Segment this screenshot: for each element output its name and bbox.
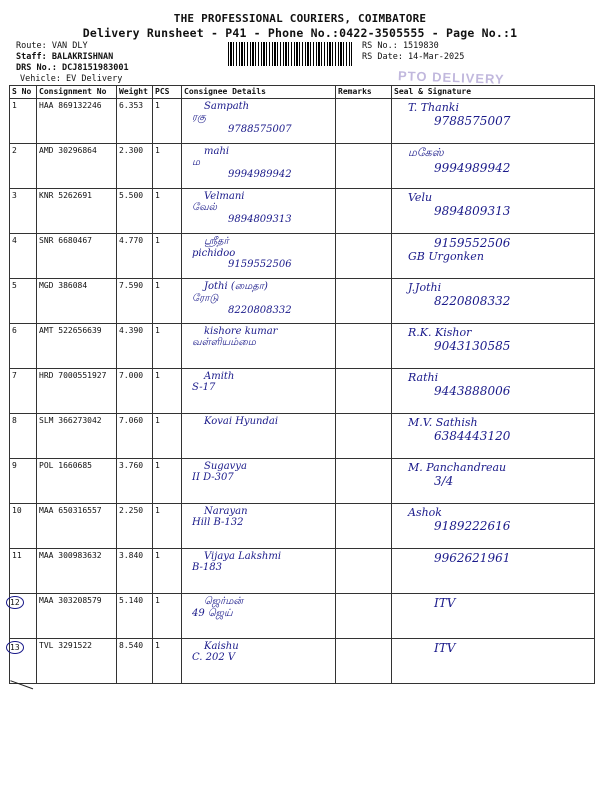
consignee-phone: 8220808332 <box>228 305 292 316</box>
cell-consignee <box>182 189 336 234</box>
rs-number: RS No.: 1519830 <box>362 41 439 51</box>
signature-phone: 9159552506 <box>434 236 511 250</box>
cell-weight: 2.300 <box>117 144 153 189</box>
cell-pcs: 1 <box>153 234 182 279</box>
cell-pcs: 1 <box>153 189 182 234</box>
consignee-phone: 9788575007 <box>228 124 292 135</box>
cell-weight: 4.390 <box>117 324 153 369</box>
signature-phone: 9962621961 <box>434 551 511 565</box>
cell-signature <box>392 549 595 594</box>
table-row <box>10 594 595 639</box>
table-row <box>10 144 595 189</box>
consignee-detail: Hill B-132 <box>192 517 244 528</box>
cell-sno: 3 <box>10 189 37 234</box>
cell-consignment: AMD 30296864 <box>37 144 117 189</box>
cell-consignee <box>182 549 336 594</box>
cell-weight: 7.060 <box>117 414 153 459</box>
cell-consignment: SNR 6680467 <box>37 234 117 279</box>
signature-phone: 9994989942 <box>434 161 511 175</box>
barcode-image <box>228 42 352 66</box>
cell-sno: 4 <box>10 234 37 279</box>
cell-sno: 1 <box>10 99 37 144</box>
consignee-name: Jothi (மைதா) <box>204 281 268 292</box>
table-row <box>10 324 595 369</box>
cell-weight: 3.760 <box>117 459 153 504</box>
cell-remarks <box>336 459 392 504</box>
col-header-pcs: PCS <box>153 86 182 99</box>
signature-phone: 3/4 <box>434 474 454 488</box>
consignee-name: Vijaya Lakshmi <box>204 551 282 562</box>
table-row <box>10 369 595 414</box>
cell-pcs: 1 <box>153 639 182 684</box>
consignee-detail: வள்ளியம்மை <box>192 337 256 348</box>
cell-weight: 5.140 <box>117 594 153 639</box>
cell-consignment: MGD 386084 <box>37 279 117 324</box>
rs-date: RS Date: 14-Mar-2025 <box>362 52 465 62</box>
consignee-name: mahi <box>204 146 230 157</box>
signature: M.V. Sathish <box>408 416 478 429</box>
col-header-remarks: Remarks <box>336 86 392 99</box>
signature: R.K. Kishor <box>408 326 472 339</box>
consignee-name: ஜெர்மன் <box>204 596 244 607</box>
cell-consignment: MAA 300983632 <box>37 549 117 594</box>
cell-remarks <box>336 639 392 684</box>
consignee-detail: வேல் <box>192 202 217 213</box>
cell-weight: 8.540 <box>117 639 153 684</box>
cell-weight: 7.590 <box>117 279 153 324</box>
cell-consignee <box>182 279 336 324</box>
table-row <box>10 279 595 324</box>
cell-consignee <box>182 324 336 369</box>
consignee-name: Kovai Hyundai <box>204 416 279 427</box>
route-label: Route: VAN DLY <box>16 41 88 51</box>
cell-signature <box>392 369 595 414</box>
cell-sno: 8 <box>10 414 37 459</box>
consignee-name: Amith <box>204 371 235 382</box>
signature: T. Thanki <box>408 101 459 114</box>
consignee-name: Velmani <box>204 191 245 202</box>
consignee-detail: S-17 <box>192 382 216 393</box>
cell-consignee <box>182 144 336 189</box>
cell-weight: 4.770 <box>117 234 153 279</box>
cell-signature <box>392 504 595 549</box>
signature: J.Jothi <box>408 281 442 294</box>
cell-consignee <box>182 459 336 504</box>
table-header-row <box>10 86 595 99</box>
cell-consignment: MAA 303208579 <box>37 594 117 639</box>
table-row <box>10 414 595 459</box>
table-row <box>10 639 595 684</box>
vehicle-label: Vehicle: EV Delivery <box>20 74 123 84</box>
cell-sno: 9 <box>10 459 37 504</box>
signature-phone: ITV <box>434 641 456 655</box>
col-header-signature: Seal & Signature <box>392 86 595 99</box>
signature-phone: 9894809313 <box>434 204 511 218</box>
signature: மகேஸ் <box>408 146 444 159</box>
table-row <box>10 234 595 279</box>
consignee-phone: 9894809313 <box>228 214 292 225</box>
cell-pcs: 1 <box>153 459 182 504</box>
cell-signature <box>392 144 595 189</box>
cell-remarks <box>336 189 392 234</box>
cell-signature <box>392 99 595 144</box>
cell-consignment: POL 1660685 <box>37 459 117 504</box>
consignee-detail: II D-307 <box>192 472 234 483</box>
table-row <box>10 99 595 144</box>
signature-phone: 9788575007 <box>434 114 511 128</box>
cell-remarks <box>336 324 392 369</box>
consignee-name: ஸ்ரீதர் <box>204 236 229 247</box>
cell-remarks <box>336 504 392 549</box>
table-row <box>10 549 595 594</box>
cell-weight: 7.000 <box>117 369 153 414</box>
signature: Velu <box>408 191 433 204</box>
consignee-detail: ரகு <box>192 112 206 123</box>
cell-consignee <box>182 414 336 459</box>
cell-weight: 6.353 <box>117 99 153 144</box>
cell-pcs: 1 <box>153 99 182 144</box>
cell-signature <box>392 234 595 279</box>
cell-remarks <box>336 594 392 639</box>
cell-consignment: TVL 3291522 <box>37 639 117 684</box>
col-header-weight: Weight <box>117 86 153 99</box>
cell-consignee <box>182 234 336 279</box>
staff-label: Staff: <box>16 52 47 62</box>
cell-consignment: KNR 5262691 <box>37 189 117 234</box>
cell-signature <box>392 459 595 504</box>
consignee-detail: ம <box>192 157 201 168</box>
signature-phone: 6384443120 <box>434 429 511 443</box>
col-header-consignee: Consignee Details <box>182 86 336 99</box>
delivery-stamp: PTO DELIVERY <box>397 68 505 87</box>
company-title: THE PROFESSIONAL COURIERS, COIMBATORE <box>173 12 427 25</box>
cell-signature <box>392 639 595 684</box>
table-row <box>10 504 595 549</box>
consignee-detail: pichidoo <box>192 248 236 259</box>
table-row <box>10 459 595 504</box>
cell-remarks <box>336 549 392 594</box>
signature: Ashok <box>408 506 442 519</box>
cell-signature <box>392 324 595 369</box>
cell-pcs: 1 <box>153 324 182 369</box>
staff-name: BALAKRISHNAN <box>51 52 114 62</box>
cell-remarks <box>336 279 392 324</box>
cell-sno <box>10 594 37 639</box>
cell-sno: 2 <box>10 144 37 189</box>
consignee-name: Sugavya <box>204 461 247 472</box>
cell-signature <box>392 189 595 234</box>
cell-weight: 5.500 <box>117 189 153 234</box>
cell-consignment: AMT 522656639 <box>37 324 117 369</box>
signature-phone: 8220808332 <box>434 294 511 308</box>
cell-consignment: SLM 366273042 <box>37 414 117 459</box>
col-header-sno: S No <box>10 86 37 99</box>
cell-sno: 11 <box>10 549 37 594</box>
consignee-name: Kaishu <box>204 641 239 652</box>
signature-phone: ITV <box>434 596 456 610</box>
cell-remarks <box>336 414 392 459</box>
cell-sno: 7 <box>10 369 37 414</box>
signature-phone: 9189222616 <box>434 519 511 533</box>
cell-consignee <box>182 99 336 144</box>
staff-line <box>16 52 113 62</box>
cell-consignee <box>182 504 336 549</box>
cell-signature <box>392 279 595 324</box>
consignee-name: kishore kumar <box>204 326 278 337</box>
cell-signature <box>392 414 595 459</box>
cell-pcs: 1 <box>153 369 182 414</box>
consignee-detail: ரோடு <box>192 293 219 304</box>
cell-consignee <box>182 594 336 639</box>
consignee-phone: 9159552506 <box>228 259 292 270</box>
consignee-name: Narayan <box>204 506 248 517</box>
cell-weight: 3.840 <box>117 549 153 594</box>
cell-pcs: 1 <box>153 279 182 324</box>
cell-remarks <box>336 144 392 189</box>
consignee-detail: B-183 <box>192 562 222 573</box>
drs-number: DRS No.: DCJ8151983001 <box>16 63 129 73</box>
consignee-name: Sampath <box>204 101 250 112</box>
cell-pcs: 1 <box>153 549 182 594</box>
table-row <box>10 189 595 234</box>
signature: Rathi <box>408 371 439 384</box>
cell-pcs: 1 <box>153 414 182 459</box>
signature: GB Urgonken <box>408 250 484 263</box>
col-header-consignment: Consignment No <box>37 86 117 99</box>
signature-phone: 9043130585 <box>434 339 511 353</box>
cell-remarks <box>336 99 392 144</box>
cell-sno: 10 <box>10 504 37 549</box>
signature-phone: 9443888006 <box>434 384 511 398</box>
cell-pcs: 1 <box>153 504 182 549</box>
cell-remarks <box>336 369 392 414</box>
cell-consignee <box>182 369 336 414</box>
runsheet-table <box>9 85 595 684</box>
cell-sno <box>10 639 37 684</box>
cell-consignment: HAA 869132246 <box>37 99 117 144</box>
consignee-detail: C. 202 V <box>192 652 236 663</box>
cell-consignment: HRD 7000551927 <box>37 369 117 414</box>
runsheet-subtitle: Delivery Runsheet - P41 - Phone No.:0422-3505555 - Page No.:1 <box>82 26 518 40</box>
cell-sno: 5 <box>10 279 37 324</box>
cell-consignee <box>182 639 336 684</box>
cell-consignment: MAA 650316557 <box>37 504 117 549</box>
cell-remarks <box>336 234 392 279</box>
cell-signature <box>392 594 595 639</box>
signature: M. Panchandreau <box>408 461 507 474</box>
consignee-detail: 49 ஜெய் <box>192 608 233 619</box>
cell-sno: 6 <box>10 324 37 369</box>
consignee-phone: 9994989942 <box>228 169 292 180</box>
circled-number: 13 <box>6 641 24 654</box>
cell-pcs: 1 <box>153 594 182 639</box>
cell-weight: 2.250 <box>117 504 153 549</box>
circled-number: 12 <box>6 596 24 609</box>
cell-pcs: 1 <box>153 144 182 189</box>
